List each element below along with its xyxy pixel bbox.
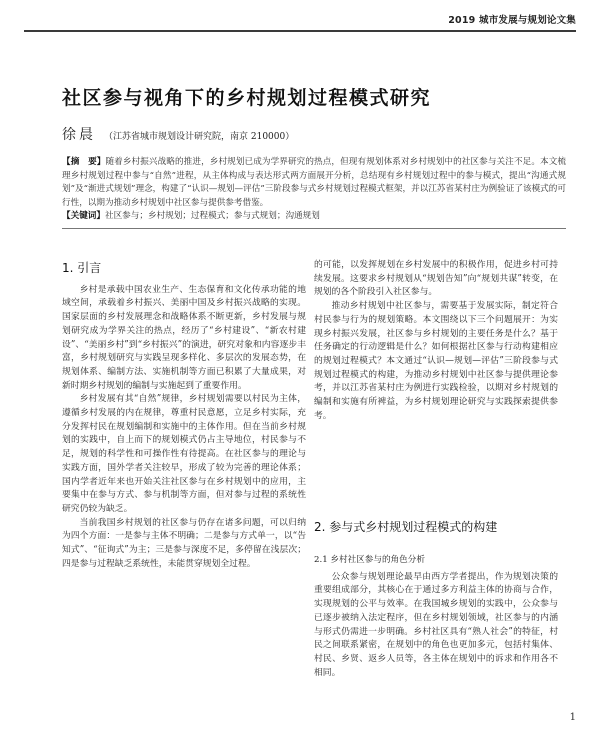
keywords xyxy=(62,210,566,223)
page-number: 1 xyxy=(569,712,576,723)
abstract xyxy=(62,156,566,210)
author-affiliation: （江苏省城市规划设计研究院，南京 210000） xyxy=(104,132,295,142)
keywords-label: 【关键词】 xyxy=(62,211,105,221)
body-paragraph: 推动乡村规划中社区参与，需要基于发展实际，制定符合村民参与行为的规划策略。本文围绕以下三个问题展开：为实现乡村振兴发展，社区参与乡村规划的主要任务是什么？基于任务确定的行动逻辑是什么？如何根据社区参与行动构建相应的规划过程模式？本文通过“认识—规划—评估”三阶段参与式规划过程模式的构建，为推动乡村规划中社区参与提供理论参考，并以江苏省某村庄为例进行实践检验，以期对乡村规划的编制和实施有所裨益，为乡村规划理论研究与实践探索提供参考。 xyxy=(314,301,558,421)
keywords-text: 社区参与；乡村规划；过程模式；参与式规划；沟通规划 xyxy=(104,211,320,221)
header-rule xyxy=(24,30,576,32)
body-paragraph: 乡村是承载中国农业生产、生态保育和文化传承功能的地域空间，承载着乡村振兴、美丽中国及乡村振兴战略的实现。国家层面的乡村发展理念和战略体系不断更新，乡村发展与规划研究成为学界关注的热点，经历了“乡村建设”、“新农村建设”、“美丽乡村”到“乡村振兴”的演进，研究对象和内容逐步丰富，乡村规划研究与实践呈现多样化、多层次的发展态势，在规划体系、编制方法、实施机制等方面已积累了大量成果，对新时期乡村规划的编制与实施起到了重要作用。 xyxy=(62,284,306,391)
right-column-bottom xyxy=(314,554,558,680)
right-column-top xyxy=(314,259,558,423)
paper-title: 社区参与视角下的乡村规划过程模式研究 xyxy=(62,87,432,109)
left-column xyxy=(62,262,306,571)
body-paragraph: 的可能，以发挥规划在乡村发展中的积极作用，促进乡村可持续发展。这要求乡村规划从“规划告知”向“规划共谋”转变，在规划的各个阶段引入社区参与。 xyxy=(314,260,558,298)
section-heading-2: 2. 参与式乡村规划过程模式的构建 xyxy=(314,520,498,534)
section-heading-intro: 1. 引言 xyxy=(62,261,102,275)
abstract-text: 随着乡村振兴战略的推进，乡村规划已成为学界研究的热点，但现有规划体系对乡村规划中的社区参与关注不足。本文梳理乡村规划过程中参与“自然”进程，从主体构成与表达形式两方面展开分析，总结现有乡村规划过程中的参与模式，提出“沟通式规划”及“渐进式规划”理念，构建了“认识—规划—评估”三阶段参与式乡村规划过程模式框架，并以江苏省某村庄为例验证了该模式的可行性，以期为推动乡村规划中社区参与提供参考借鉴。 xyxy=(62,157,566,208)
body-paragraph: 当前我国乡村规划的社区参与仍存在诸多问题，可以归纳为四个方面：一是参与主体不明确；二是参与方式单一，以“告知式”、“征询式”为主；三是参与深度不足，多停留在浅层次；四是参与过程缺乏系统性，未能贯穿规划全过程。 xyxy=(62,517,306,569)
abstract-rule xyxy=(62,228,566,229)
body-paragraph: 乡村发展有其“自然”规律，乡村规划需要以村民为主体，遵循乡村发展的内在规律，尊重村民意愿，立足乡村实际，充分发挥村民在规划编制和实施中的主体作用。但在当前乡村规划的实践中，自上而下的规划模式仍占主导地位，村民参与不足，规划的科学性和可操作性有待提高。在社区参与的理论与实践方面，国外学者关注较早，形成了较为完善的理论体系；国内学者近年来也开始关注社区参与在乡村规划中的应用，主要集中在参与方式、参与机制等方面，但对参与过程的系统性研究仍较为缺乏。 xyxy=(62,394,306,514)
subsection-heading-2-1: 2.1 乡村社区参与的角色分析 xyxy=(314,555,425,565)
author-name: 徐晨 xyxy=(62,127,96,143)
body-paragraph: 公众参与规划理论最早由西方学者提出，作为规划决策的重要组成部分，其核心在于通过多方利益主体的协商与合作，实现规划的公平与效率。在我国城乡规划的实践中，公众参与已逐步被纳入法定程序，但在乡村规划领域，社区参与的内涵与形式仍需进一步明确。乡村社区具有“熟人社会”的特征，村民之间联系紧密，在规划中的角色也更加多元，包括村集体、村民、乡贤、返乡人员等，各主体在规划中的诉求和作用各不相同。 xyxy=(314,571,558,678)
abstract-label: 【摘 要】 xyxy=(62,157,106,167)
running-head: 2019 城市发展与规划论文集 xyxy=(448,15,576,26)
author-line xyxy=(62,124,294,144)
